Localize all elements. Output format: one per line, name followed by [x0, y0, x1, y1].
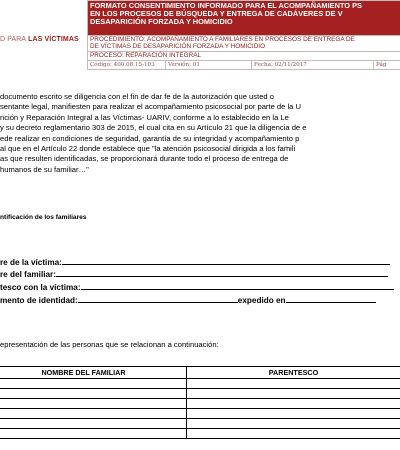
relationship-cell[interactable]	[187, 389, 400, 399]
relationship-cell[interactable]	[187, 429, 400, 439]
name-cell[interactable]	[0, 389, 187, 399]
table-row	[0, 399, 400, 409]
paragraph-line: humanos de su familiar…"	[0, 164, 89, 174]
id-document-label: mento de identidad:	[0, 296, 78, 305]
version-cell: Versión: 01	[166, 61, 252, 70]
logo-prefix: D PARA	[0, 36, 27, 43]
paragraph-line: y su decreto reglamentario 303 de 2015, el cual cita en su Artículo 21 que la diligencia de e	[0, 123, 307, 133]
name-cell[interactable]	[0, 419, 187, 429]
issued-in-label: expedido en	[237, 296, 286, 305]
title-line: FORMATO CONSENTIMIENTO INFORMADO PARA EL ACOMPAÑAMIENTO PS	[90, 1, 362, 10]
paragraph-line: documento escrito se diligencia con el fin de dar fe de la autorización que usted o	[0, 92, 274, 101]
relationship-input[interactable]	[81, 281, 394, 290]
document-title	[88, 1, 400, 36]
procedure-cell	[88, 36, 400, 52]
paragraph-line: as que resulten identificadas, se proporcionará durante todo el proceso de entrega de	[0, 154, 289, 164]
representation-text: epresentación de las personas que se relacionan a continuación:	[0, 340, 219, 349]
issued-in-input[interactable]	[286, 294, 376, 303]
paragraph-line: ede realizar en condiciones de seguridad, garantía de su integridad y acompañamiento p	[0, 133, 300, 143]
paragraph-line: al que en el Artículo 22 donde establece que "la atención psicosocial dirigida a los famili	[0, 144, 296, 154]
table-row	[0, 379, 400, 389]
relationship-cell[interactable]	[187, 419, 400, 429]
id-document-input[interactable]	[78, 294, 238, 303]
name-cell[interactable]	[0, 409, 187, 419]
relationship-label: tesco con la víctima:	[0, 283, 81, 292]
family-table	[0, 366, 400, 439]
victim-name-label: re de la víctima:	[0, 258, 62, 267]
name-cell[interactable]	[0, 429, 187, 439]
paragraph-line: nción y Reparación Integral a las Víctimas- UARIV, conforme a lo establecido en la Le	[0, 112, 289, 122]
id-document-row	[0, 294, 376, 305]
procedure-line: DE VÍCTIMAS DE DESAPARICIÓN FORZADA Y HOMICIDIO	[90, 43, 266, 50]
title-line: DESAPARICIÓN FORZADA Y HOMICIDIO	[90, 17, 233, 27]
section-title: ntificación de los familiares	[0, 214, 87, 221]
paragraph-line: sentante legal, manifiesten para realizar el acompañamiento psicosocial por parte de la U	[0, 102, 301, 112]
date-cell: Fecha: 02/11/2017	[252, 61, 374, 70]
procedure-line: PROCEDIMIENTO: ACOMPAÑAMIENTO A FAMILIARES EN PROCESOS DE ENTREGA DE	[90, 36, 355, 43]
page-cell: Pág	[374, 61, 400, 70]
table-row	[0, 389, 400, 399]
victim-name-row	[0, 256, 390, 267]
relationship-row	[0, 281, 394, 292]
family-name-label: re del familiar:	[0, 270, 56, 279]
table-header-row	[0, 367, 400, 379]
logo-emphasis: LAS VÍCTIMAS	[28, 36, 79, 43]
document-header	[87, 0, 400, 70]
name-cell[interactable]	[0, 399, 187, 409]
victim-name-input[interactable]	[62, 256, 390, 265]
family-name-row	[0, 268, 388, 279]
logo	[0, 36, 79, 43]
intro-paragraph	[0, 92, 400, 175]
family-name-input[interactable]	[56, 268, 388, 277]
column-header: NOMBRE DEL FAMILIAR	[0, 367, 187, 379]
relationship-cell[interactable]	[187, 409, 400, 419]
title-line: EN LOS PROCESOS DE BÚSQUEDA Y ENTREGA DE CADÁVERES DE V	[90, 9, 343, 19]
name-cell[interactable]	[0, 379, 187, 389]
table-row	[0, 429, 400, 439]
table-row	[0, 419, 400, 429]
relationship-cell[interactable]	[187, 379, 400, 389]
relationship-cell[interactable]	[187, 399, 400, 409]
column-header: PARENTESCO	[187, 367, 400, 379]
process-cell: PROCESO: REPARACIÓN INTEGRAL	[88, 52, 400, 61]
table-row	[0, 409, 400, 419]
code-cell: Código: 400.08.15-103	[88, 61, 166, 70]
